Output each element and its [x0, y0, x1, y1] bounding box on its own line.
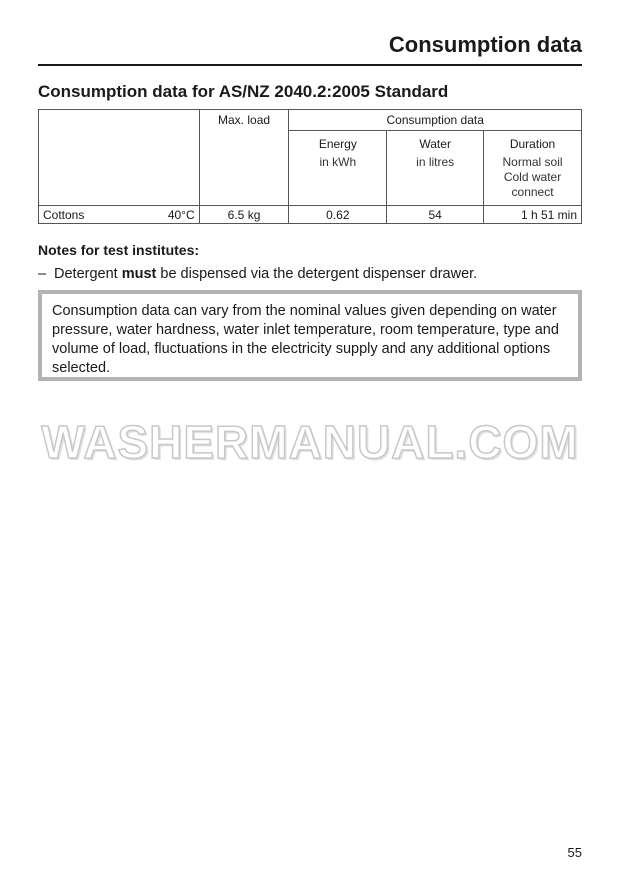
note-text-bold: must [121, 266, 157, 282]
water-unit: in litres [387, 151, 484, 206]
energy-unit: in kWh [289, 151, 387, 206]
table-header-row [39, 110, 582, 131]
table-corner-cell [39, 110, 200, 206]
page-header-title: Consumption data [388, 32, 582, 57]
water-value: 54 [387, 206, 484, 224]
note-text-before: Detergent [54, 266, 122, 282]
notes-title: Notes for test institutes: [38, 242, 200, 258]
programme-temperature: 40°C [167, 207, 195, 222]
note-dash: – [38, 266, 47, 282]
consumption-table [38, 109, 582, 224]
note-text-after: be dispensed via the detergent dispenser drawer. [156, 266, 478, 282]
programme-cell [39, 206, 200, 224]
water-header: Water [387, 131, 484, 152]
max-load-value: 6.5 kg [199, 206, 289, 224]
info-box [38, 290, 582, 381]
watermark: WASHERMANUAL.COM [41, 416, 579, 468]
note-item [38, 266, 477, 282]
table-row [39, 206, 582, 224]
consumption-header: Consumption data [289, 110, 582, 131]
page-number: 55 [567, 845, 582, 860]
duration-unit: Normal soil Cold water connect [484, 151, 582, 206]
page-header [38, 32, 582, 66]
energy-value: 0.62 [289, 206, 387, 224]
energy-header: Energy [289, 131, 387, 152]
programme-name: Cottons [43, 207, 85, 222]
section-title: Consumption data for AS/NZ 2040.2:2005 Standard [38, 82, 449, 101]
duration-header: Duration [484, 131, 582, 152]
max-load-header: Max. load [199, 110, 289, 206]
info-box-text: Consumption data can vary from the nominal values given depending on water pressure, water hardness, water inlet temperature, room temperature, type and volume of load, fluctuations in the electricity supply and any additional options selected. [52, 303, 559, 376]
duration-value: 1 h 51 min [484, 206, 582, 224]
